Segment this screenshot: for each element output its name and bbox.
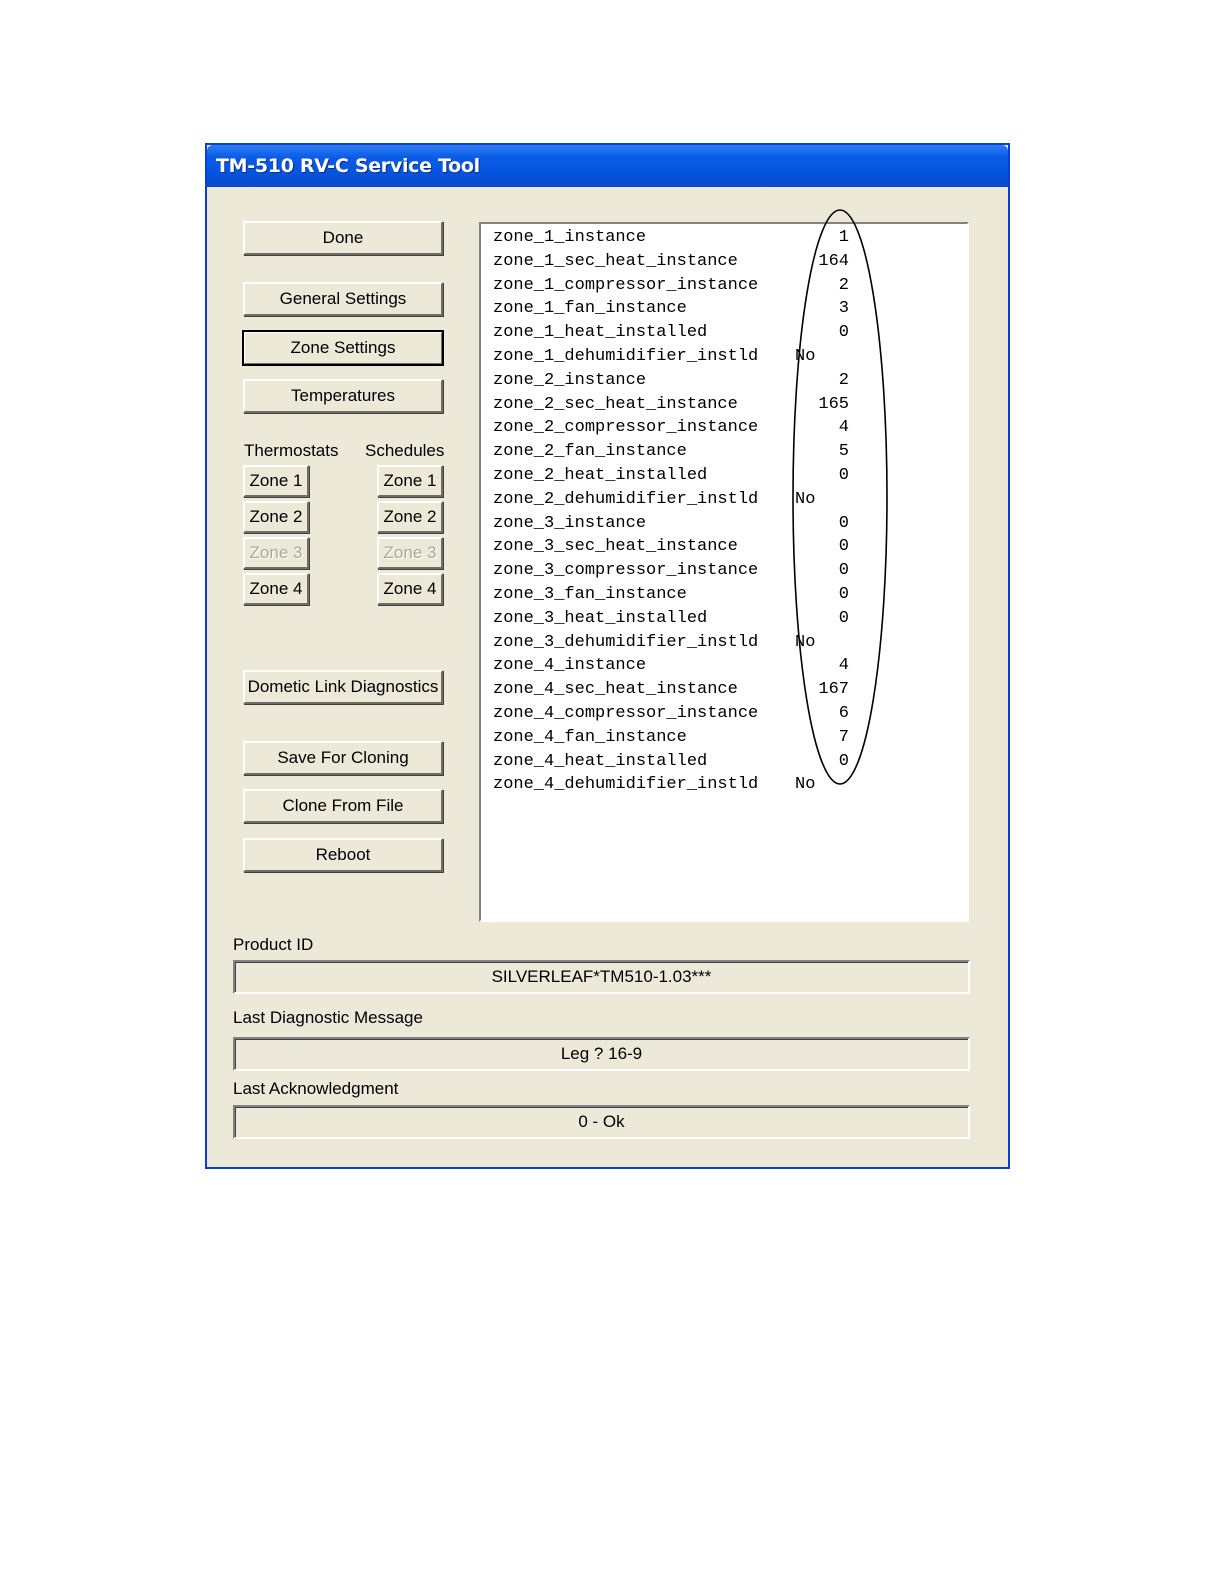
setting-value: 0 — [838, 537, 849, 557]
thermostat-zone-4-button[interactable]: Zone 4 — [243, 573, 309, 605]
setting-name: zone_3_instance — [493, 513, 647, 533]
setting-name: zone_3_fan_instance — [493, 585, 687, 604]
setting-value: 4 — [838, 418, 849, 438]
reboot-button[interactable]: Reboot — [243, 838, 443, 872]
window-title: TM-510 RV-C Service Tool — [216, 155, 480, 177]
setting-value: 165 — [818, 394, 849, 414]
setting-name: zone_2_instance — [493, 370, 647, 390]
schedule-zone-4-button[interactable]: Zone 4 — [377, 573, 443, 605]
setting-value: 2 — [838, 275, 849, 295]
schedule-zone-2-button[interactable]: Zone 2 — [377, 501, 443, 533]
setting-value: 0 — [838, 751, 849, 771]
setting-name: zone_3_heat_installed — [493, 608, 708, 628]
product-id-label: Product ID — [233, 935, 314, 954]
setting-name: zone_1_compressor_instance — [493, 275, 759, 295]
setting-name: zone_1_instance — [493, 228, 647, 247]
last-diagnostic-message-label: Last Diagnostic Message — [233, 1008, 423, 1027]
setting-value: 1 — [838, 228, 849, 247]
setting-name: zone_3_dehumidifier_instld — [493, 632, 759, 652]
setting-name: zone_2_sec_heat_instance — [493, 394, 738, 414]
setting-value: No — [795, 489, 816, 509]
setting-value: 0 — [838, 608, 849, 628]
schedule-zone-1-button[interactable]: Zone 1 — [377, 465, 443, 497]
setting-name: zone_2_compressor_instance — [493, 418, 759, 438]
thermostats-label: Thermostats — [244, 441, 339, 460]
setting-name: zone_4_instance — [493, 656, 647, 676]
zone-settings-button[interactable]: Zone Settings — [243, 331, 443, 365]
setting-value: 4 — [838, 656, 849, 676]
setting-name: zone_4_heat_installed — [493, 751, 708, 771]
setting-value: 7 — [838, 727, 849, 747]
clone-from-file-button[interactable]: Clone From File — [243, 789, 443, 823]
setting-value: 0 — [838, 466, 849, 485]
setting-value: No — [795, 632, 816, 652]
last-diagnostic-message-field: Leg ? 16-9 — [233, 1037, 970, 1071]
setting-value: 2 — [838, 370, 849, 390]
schedule-zone-3-button[interactable]: Zone 3 — [377, 537, 443, 569]
product-id-field: SILVERLEAF*TM510-1.03*** — [233, 960, 970, 994]
general-settings-button[interactable]: General Settings — [243, 282, 443, 316]
zone-settings-list[interactable] — [479, 222, 969, 922]
setting-name: zone_2_fan_instance — [493, 442, 687, 462]
setting-value: 0 — [838, 585, 849, 604]
setting-name: zone_4_compressor_instance — [493, 704, 759, 723]
setting-name: zone_4_dehumidifier_instld — [493, 775, 759, 795]
setting-name: zone_1_fan_instance — [493, 299, 687, 319]
setting-value: 167 — [818, 680, 849, 700]
setting-name: zone_4_sec_heat_instance — [493, 680, 738, 700]
setting-name: zone_2_heat_installed — [493, 466, 708, 485]
setting-name: zone_1_dehumidifier_instld — [493, 347, 759, 366]
save-for-cloning-button[interactable]: Save For Cloning — [243, 741, 443, 775]
setting-name: zone_1_heat_installed — [493, 323, 708, 343]
setting-value: No — [795, 775, 816, 795]
thermostat-zone-2-button[interactable]: Zone 2 — [243, 501, 309, 533]
temperatures-button[interactable]: Temperatures — [243, 379, 443, 413]
last-acknowledgment-field: 0 - Ok — [233, 1105, 970, 1139]
setting-value: 5 — [838, 442, 849, 462]
setting-name: zone_2_dehumidifier_instld — [493, 489, 759, 509]
done-button[interactable]: Done — [243, 221, 443, 255]
setting-name: zone_3_compressor_instance — [493, 561, 759, 581]
setting-value: No — [795, 347, 816, 366]
setting-value: 6 — [838, 704, 849, 723]
title-bar[interactable] — [207, 145, 1008, 187]
setting-name: zone_1_sec_heat_instance — [493, 251, 738, 271]
setting-value: 0 — [838, 323, 849, 343]
setting-value: 0 — [838, 561, 849, 581]
setting-value: 164 — [818, 251, 849, 271]
last-acknowledgment-label: Last Acknowledgment — [233, 1079, 399, 1098]
setting-value: 0 — [838, 513, 849, 533]
setting-value: 3 — [838, 299, 849, 319]
thermostat-zone-3-button[interactable]: Zone 3 — [243, 537, 309, 569]
thermostat-zone-1-button[interactable]: Zone 1 — [243, 465, 309, 497]
service-tool-window — [205, 143, 1010, 1169]
setting-name: zone_4_fan_instance — [493, 727, 687, 747]
setting-name: zone_3_sec_heat_instance — [493, 537, 738, 557]
dometic-link-diagnostics-button[interactable]: Dometic Link Diagnostics — [243, 670, 443, 704]
schedules-label: Schedules — [365, 441, 445, 460]
